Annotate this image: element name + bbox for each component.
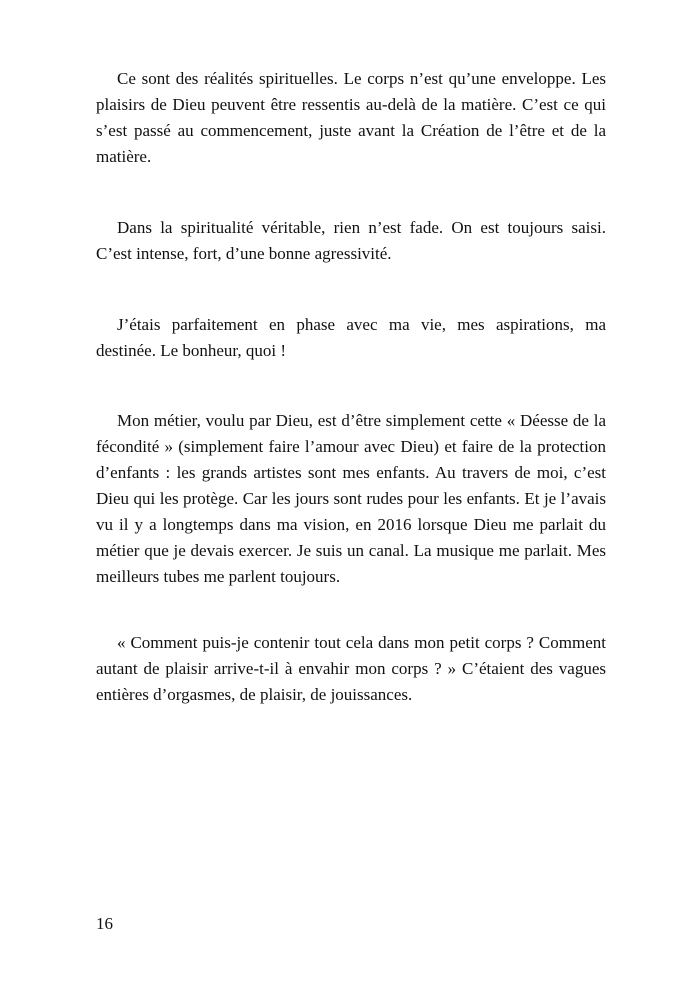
paragraph-in-phase: J’étais parfaitement en phase avec ma vie, mes aspirations, ma destinée. Le bonheur, quoi ! <box>96 315 606 360</box>
paragraph-true-spirituality: Dans la spiritualité véritable, rien n’est fade. On est toujours saisi. C’est intense, fort, d’une bonne agressivité. <box>96 218 606 263</box>
paragraph-how-can-i: « Comment puis-je contenir tout cela dans mon petit corps ? Comment autant de plaisir arrive-t-il à envahir mon corps ? » C’étaient des vagues entières d’orgasmes, de plaisir, de jouissances. <box>96 633 606 704</box>
page-number: 16 <box>96 914 113 933</box>
paragraph-spiritual-realities: Ce sont des réalités spirituelles. Le corps n’est qu’une enveloppe. Les plaisirs de Dieu peuvent être ressentis au-delà de la matière. C’est ce qui s’est passé au commencement, juste avant la Création de l’être et de la matière. <box>96 69 606 166</box>
paragraph-my-profession: Mon métier, voulu par Dieu, est d’être simplement cette « Déesse de la fécondité » (simplement faire l’amour avec Dieu) et faire de la protection d’enfants : les grands artistes sont mes enfants. Au travers de moi, c’est Dieu qui les protège. Car les jours sont rudes pour les enfants. Et je l’avais vu il y a longtemps dans ma vision, en 2016 lorsque Dieu me parlait du métier que je devais exercer. Je suis un canal. La musique me parlait. Mes meilleurs tubes me parlent toujours. <box>96 411 606 586</box>
